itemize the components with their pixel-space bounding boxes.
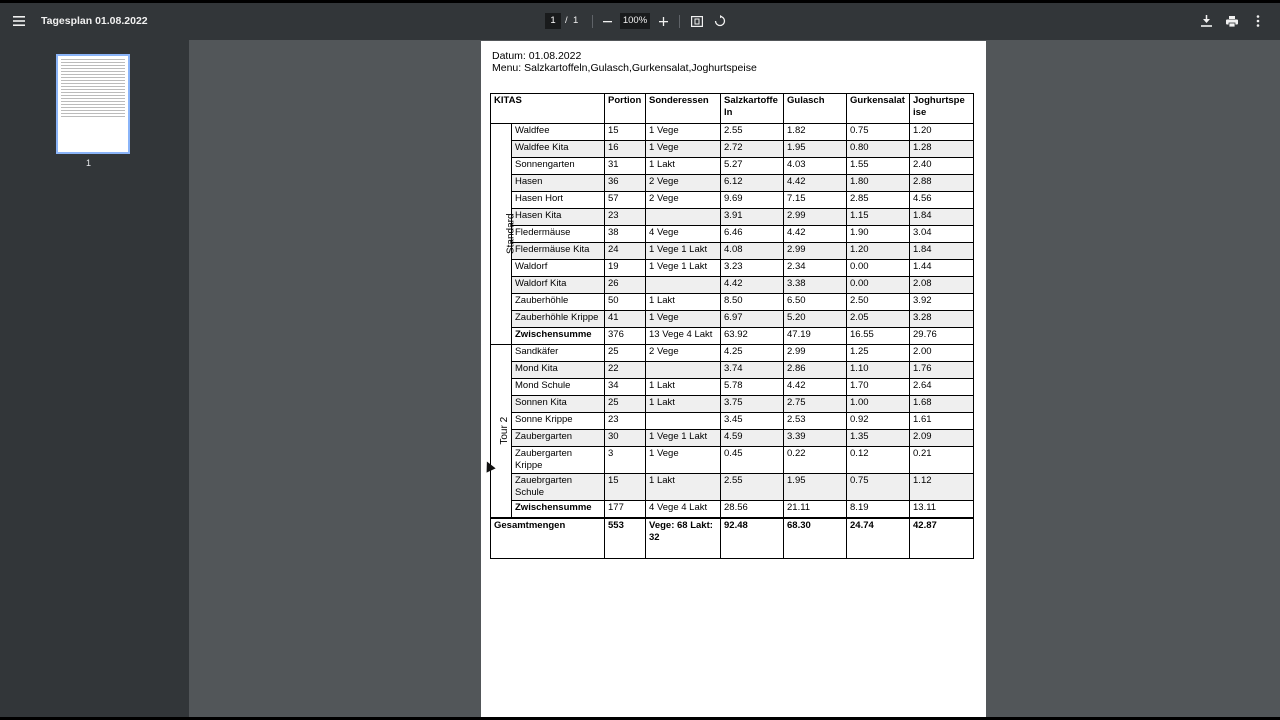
table-cell: 4.25 bbox=[721, 345, 784, 362]
table-row bbox=[491, 243, 974, 260]
table-cell: 7.15 bbox=[784, 192, 847, 209]
table-cell: 26 bbox=[605, 277, 646, 294]
table-cell: 3.39 bbox=[784, 430, 847, 447]
table-cell: 2.05 bbox=[847, 311, 910, 328]
table-row bbox=[491, 311, 974, 328]
table-cell: 2.53 bbox=[784, 413, 847, 430]
table-cell: 1.80 bbox=[847, 175, 910, 192]
document-header bbox=[492, 50, 757, 74]
subtotal-cell: 29.76 bbox=[910, 328, 974, 345]
table-cell: 1.95 bbox=[784, 474, 847, 501]
table-cell: 4.42 bbox=[784, 379, 847, 396]
column-header: Gulasch bbox=[784, 94, 847, 124]
table-cell: 1 Vege 1 Lakt bbox=[646, 260, 721, 277]
table-cell: 1.00 bbox=[847, 396, 910, 413]
zoom-out-icon[interactable] bbox=[597, 11, 617, 31]
table-cell: 15 bbox=[605, 474, 646, 501]
table-cell: 2.55 bbox=[721, 474, 784, 501]
print-icon[interactable] bbox=[1222, 11, 1242, 31]
subtotal-cell: 63.92 bbox=[721, 328, 784, 345]
date-line: Datum: 01.08.2022 bbox=[492, 50, 582, 62]
table-cell: 1.61 bbox=[910, 413, 974, 430]
document-title: Tagesplan 01.08.2022 bbox=[41, 15, 148, 27]
group-label-cell bbox=[491, 345, 512, 519]
table-cell: 3.28 bbox=[910, 311, 974, 328]
table-row bbox=[491, 474, 974, 501]
table-cell: 4.42 bbox=[784, 175, 847, 192]
table-cell: 0.75 bbox=[847, 474, 910, 501]
table-cell: 2 Vege bbox=[646, 345, 721, 362]
subtotal-cell: 177 bbox=[605, 501, 646, 519]
toolbar-divider bbox=[679, 15, 680, 28]
table-cell: 3.75 bbox=[721, 396, 784, 413]
column-header: Joghurtspe ise bbox=[910, 94, 974, 124]
table-cell: 0.21 bbox=[910, 447, 974, 474]
table-cell: 4.59 bbox=[721, 430, 784, 447]
kita-name-cell: Zaubergarten bbox=[512, 430, 605, 447]
table-cell: 1.84 bbox=[910, 209, 974, 226]
zoom-input[interactable]: 100% bbox=[620, 13, 650, 29]
grand-total-cell: 24.74 bbox=[847, 518, 910, 559]
kita-name-cell: Zauberhöhle bbox=[512, 294, 605, 311]
table-row bbox=[491, 430, 974, 447]
table-cell: 1.20 bbox=[910, 124, 974, 141]
table-cell: 19 bbox=[605, 260, 646, 277]
table-cell: 9.69 bbox=[721, 192, 784, 209]
menu-icon[interactable] bbox=[8, 10, 30, 32]
subtotal-cell: 16.55 bbox=[847, 328, 910, 345]
table-cell: 24 bbox=[605, 243, 646, 260]
table-row bbox=[491, 396, 974, 413]
download-icon[interactable] bbox=[1196, 11, 1216, 31]
table-cell: 2.55 bbox=[721, 124, 784, 141]
zoom-in-icon[interactable] bbox=[653, 11, 673, 31]
thumbnail-sidebar bbox=[0, 40, 189, 717]
table-row bbox=[491, 209, 974, 226]
subtotal-cell: 47.19 bbox=[784, 328, 847, 345]
table-cell: 8.50 bbox=[721, 294, 784, 311]
table-row bbox=[491, 345, 974, 362]
table-cell: 31 bbox=[605, 158, 646, 175]
table-cell: 2.88 bbox=[910, 175, 974, 192]
table-cell: 16 bbox=[605, 141, 646, 158]
table-cell: 2 Vege bbox=[646, 192, 721, 209]
kita-name-cell: Sonne Krippe bbox=[512, 413, 605, 430]
column-header: KITAS bbox=[491, 94, 605, 124]
table-cell: 30 bbox=[605, 430, 646, 447]
kita-name-cell: Zauberhöhle Krippe bbox=[512, 311, 605, 328]
group-label-cell bbox=[491, 124, 517, 345]
thumbnail-preview bbox=[61, 59, 125, 119]
table-cell: 25 bbox=[605, 396, 646, 413]
table-cell: 0.00 bbox=[847, 277, 910, 294]
thumbnail-page-number: 1 bbox=[86, 158, 92, 168]
table-cell: 0.80 bbox=[847, 141, 910, 158]
table-cell: 1 Lakt bbox=[646, 158, 721, 175]
subtotal-row bbox=[491, 501, 974, 519]
table-row bbox=[491, 277, 974, 294]
table-cell: 0.00 bbox=[847, 260, 910, 277]
table-row bbox=[491, 294, 974, 311]
table-cell: 0.12 bbox=[847, 447, 910, 474]
column-header: Sonderessen bbox=[646, 94, 721, 124]
table-cell: 1.12 bbox=[910, 474, 974, 501]
table-cell: 22 bbox=[605, 362, 646, 379]
kita-name-cell: Waldorf bbox=[512, 260, 605, 277]
table-cell: 5.27 bbox=[721, 158, 784, 175]
page-total: 1 bbox=[573, 15, 579, 26]
page-separator: / bbox=[565, 15, 568, 26]
table-cell: 1.15 bbox=[847, 209, 910, 226]
group-label: Standard bbox=[505, 213, 517, 255]
table-cell: 2.34 bbox=[784, 260, 847, 277]
table-row bbox=[491, 362, 974, 379]
kita-name-cell: Hasen Kita bbox=[512, 209, 605, 226]
table-cell: 0.75 bbox=[847, 124, 910, 141]
table-row bbox=[491, 124, 974, 141]
table-cell: 4.42 bbox=[721, 277, 784, 294]
page-thumbnail[interactable] bbox=[56, 54, 130, 154]
table-cell: 3.04 bbox=[910, 226, 974, 243]
table-cell: 1.90 bbox=[847, 226, 910, 243]
portion-table bbox=[490, 93, 974, 559]
table-cell: 2.72 bbox=[721, 141, 784, 158]
table-cell: 23 bbox=[605, 413, 646, 430]
table-cell: 1.95 bbox=[784, 141, 847, 158]
grand-total-cell: 553 bbox=[605, 518, 646, 559]
subtotal-label: Zwischensumme bbox=[512, 501, 605, 519]
table-cell: 3.74 bbox=[721, 362, 784, 379]
table-row bbox=[491, 192, 974, 209]
table-cell: 4 Vege bbox=[646, 226, 721, 243]
table-cell: 5.20 bbox=[784, 311, 847, 328]
table-cell: 1.10 bbox=[847, 362, 910, 379]
toolbar-divider bbox=[592, 15, 593, 28]
table-cell bbox=[646, 362, 721, 379]
table-row bbox=[491, 226, 974, 243]
table-cell: 0.45 bbox=[721, 447, 784, 474]
table-row bbox=[491, 158, 974, 175]
table-cell: 1 Vege bbox=[646, 311, 721, 328]
table-cell: 1 Vege 1 Lakt bbox=[646, 430, 721, 447]
table-cell: 1.35 bbox=[847, 430, 910, 447]
table-row bbox=[491, 447, 974, 474]
subtotal-cell: 13.11 bbox=[910, 501, 974, 519]
fit-page-icon[interactable] bbox=[687, 11, 707, 31]
subtotal-label: Zwischensumme bbox=[512, 328, 605, 345]
table-cell: 2.08 bbox=[910, 277, 974, 294]
subtotal-cell: 21.11 bbox=[784, 501, 847, 519]
table-cell: 2.50 bbox=[847, 294, 910, 311]
kita-name-cell: Fledermäuse bbox=[512, 226, 605, 243]
kita-name-cell: Waldorf Kita bbox=[512, 277, 605, 294]
table-cell: 1 Lakt bbox=[646, 396, 721, 413]
table-cell: 1.20 bbox=[847, 243, 910, 260]
table-cell: 25 bbox=[605, 345, 646, 362]
table-cell: 1.68 bbox=[910, 396, 974, 413]
table-cell: 1 Lakt bbox=[646, 474, 721, 501]
grand-total-cell: 42.87 bbox=[910, 518, 974, 559]
table-cell: 2.75 bbox=[784, 396, 847, 413]
table-cell: 3.38 bbox=[784, 277, 847, 294]
table-cell: 0.92 bbox=[847, 413, 910, 430]
kita-name-cell: Hasen bbox=[512, 175, 605, 192]
table-row bbox=[491, 175, 974, 192]
table-cell: 1.28 bbox=[910, 141, 974, 158]
grand-total-cell: Vege: 68 Lakt: 32 bbox=[646, 518, 721, 559]
table-cell: 2.99 bbox=[784, 345, 847, 362]
table-cell: 23 bbox=[605, 209, 646, 226]
table-cell: 1.44 bbox=[910, 260, 974, 277]
table-cell: 1.25 bbox=[847, 345, 910, 362]
table-cell bbox=[646, 277, 721, 294]
table-cell: 1 Lakt bbox=[646, 294, 721, 311]
column-header: Gurkensalat bbox=[847, 94, 910, 124]
grand-total-label: Gesamtmengen bbox=[491, 518, 605, 559]
table-cell: 3.23 bbox=[721, 260, 784, 277]
subtotal-cell: 28.56 bbox=[721, 501, 784, 519]
column-header: Salzkartoffe ln bbox=[721, 94, 784, 124]
table-cell: 2.64 bbox=[910, 379, 974, 396]
table-cell: 1 Lakt bbox=[646, 379, 721, 396]
rotate-icon[interactable] bbox=[710, 11, 730, 31]
table-cell: 1.82 bbox=[784, 124, 847, 141]
table-cell: 5.78 bbox=[721, 379, 784, 396]
table-row bbox=[491, 260, 974, 277]
subtotal-row bbox=[491, 328, 974, 345]
kita-name-cell: Zaubergarten Krippe bbox=[512, 447, 605, 474]
table-cell: 0.22 bbox=[784, 447, 847, 474]
kita-name-cell: Sonnen Kita bbox=[512, 396, 605, 413]
table-cell: 1 Vege bbox=[646, 124, 721, 141]
table-row bbox=[491, 379, 974, 396]
kita-name-cell: Hasen Hort bbox=[512, 192, 605, 209]
table-cell: 6.46 bbox=[721, 226, 784, 243]
grand-total-cell: 92.48 bbox=[721, 518, 784, 559]
table-cell: 3 bbox=[605, 447, 646, 474]
table-cell: 1 Vege bbox=[646, 447, 721, 474]
table-cell: 4.56 bbox=[910, 192, 974, 209]
toolbar bbox=[0, 3, 1280, 40]
table-cell: 1 Vege bbox=[646, 141, 721, 158]
table-cell: 4.08 bbox=[721, 243, 784, 260]
kita-name-cell: Mond Kita bbox=[512, 362, 605, 379]
table-cell: 2.09 bbox=[910, 430, 974, 447]
kita-name-cell: Fledermäuse Kita bbox=[512, 243, 605, 260]
page-number-input[interactable]: 1 bbox=[545, 13, 561, 29]
grand-total-row bbox=[491, 518, 974, 559]
table-cell: 2.00 bbox=[910, 345, 974, 362]
table-cell: 36 bbox=[605, 175, 646, 192]
table-row bbox=[491, 141, 974, 158]
table-cell: 6.50 bbox=[784, 294, 847, 311]
table-row bbox=[491, 413, 974, 430]
table-cell: 3.92 bbox=[910, 294, 974, 311]
table-cell: 15 bbox=[605, 124, 646, 141]
table-cell: 6.97 bbox=[721, 311, 784, 328]
subtotal-cell: 8.19 bbox=[847, 501, 910, 519]
table-cell: 4.03 bbox=[784, 158, 847, 175]
table-cell: 4.42 bbox=[784, 226, 847, 243]
subtotal-cell: 13 Vege 4 Lakt bbox=[646, 328, 721, 345]
kita-name-cell: Sandkäfer bbox=[512, 345, 605, 362]
table-cell: 50 bbox=[605, 294, 646, 311]
kita-name-cell: Sonnengarten bbox=[512, 158, 605, 175]
column-header: Portion bbox=[605, 94, 646, 124]
table-cell: 41 bbox=[605, 311, 646, 328]
table-cell: 2.85 bbox=[847, 192, 910, 209]
kita-name-cell: Waldfee bbox=[512, 124, 605, 141]
subtotal-cell: 376 bbox=[605, 328, 646, 345]
table-cell: 57 bbox=[605, 192, 646, 209]
table-cell: 1 Vege 1 Lakt bbox=[646, 243, 721, 260]
table-cell: 1.76 bbox=[910, 362, 974, 379]
table-cell: 3.91 bbox=[721, 209, 784, 226]
table-cell: 3.45 bbox=[721, 413, 784, 430]
table-cell: 2.40 bbox=[910, 158, 974, 175]
pdf-viewer bbox=[0, 3, 1280, 717]
kita-name-cell: Zauebrgarten Schule bbox=[512, 474, 605, 501]
more-options-icon[interactable] bbox=[1248, 11, 1268, 31]
table-cell: 2.99 bbox=[784, 209, 847, 226]
table-cell: 2 Vege bbox=[646, 175, 721, 192]
table-cell: 1.84 bbox=[910, 243, 974, 260]
subtotal-cell: 4 Vege 4 Lakt bbox=[646, 501, 721, 519]
table-cell: 1.55 bbox=[847, 158, 910, 175]
table-cell: 1.70 bbox=[847, 379, 910, 396]
table-cell: 38 bbox=[605, 226, 646, 243]
group-label: Tour 2 bbox=[499, 417, 511, 445]
table-header-row bbox=[491, 94, 974, 124]
grand-total-cell: 68.30 bbox=[784, 518, 847, 559]
table-cell bbox=[646, 413, 721, 430]
kita-name-cell: Waldfee Kita bbox=[512, 141, 605, 158]
table-cell: 34 bbox=[605, 379, 646, 396]
table-cell: 2.99 bbox=[784, 243, 847, 260]
table-cell: 6.12 bbox=[721, 175, 784, 192]
table-cell: 2.86 bbox=[784, 362, 847, 379]
table-cell bbox=[646, 209, 721, 226]
menu-line: Menu: Salzkartoffeln,Gulasch,Gurkensalat,Joghurtspeise bbox=[492, 62, 757, 74]
pdf-page bbox=[481, 41, 986, 717]
kita-name-cell: Mond Schule bbox=[512, 379, 605, 396]
